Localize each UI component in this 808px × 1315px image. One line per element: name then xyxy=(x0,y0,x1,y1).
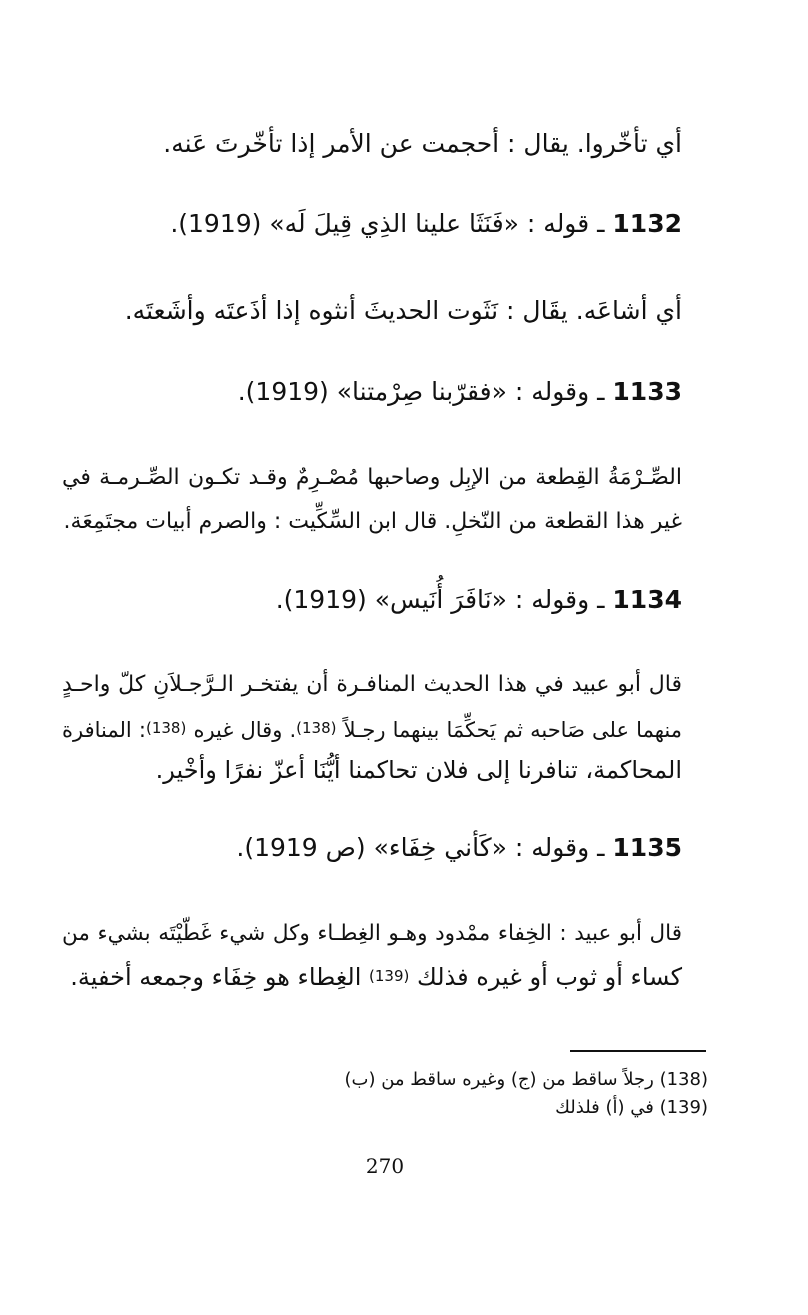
entry-number: 1133 xyxy=(612,377,682,406)
entry-text: ـ وقوله : «نَافَرَ أُنَيس» (1919). xyxy=(275,585,613,614)
paragraph-2-line-1: قال أبو عبيد في هذا الحديث المنافـرة أن يفتخـر الـرَّجـلاَنِ كلّ واحـدٍ xyxy=(62,672,682,697)
footnote-ref-139: (139) xyxy=(369,967,410,985)
paragraph-2-line-2 xyxy=(62,708,682,748)
paragraph-2-line-3: المحاكمة، تنافرنا إلى فلان تحاكمنا أيُّنَا أعزّ نفرًا وأخْير. xyxy=(155,756,682,784)
entry-number: 1134 xyxy=(612,585,682,614)
paragraph-text: . وقال غيره xyxy=(186,718,297,742)
footnote-ref-138: (138) xyxy=(296,719,337,737)
footnote-separator xyxy=(570,1050,706,1052)
page-number: 270 xyxy=(365,1154,405,1178)
entry-text: ـ وقوله : «كَأني خِفَاء» (ص 1919). xyxy=(236,833,613,862)
paragraph-text: منهما على صَاحبه ثم يَحكِّمَا بينهما رجـلاً xyxy=(336,718,682,742)
paragraph-3-line-1: قال أبو عبيد : الخِفاء ممْدود وهـو الغِطـاء وكل شيء غَطّيْتَه بشيء من xyxy=(62,921,682,946)
paragraph-1-line-2: غير هذا القطعة من النّخلِ. قال ابن السِّكِّيت : والصرم أبيات مجتَمِعَة. xyxy=(63,509,682,534)
entry-text: ـ وقوله : «فقرّبنا صِرْمتنا» (1919). xyxy=(237,377,613,406)
paragraph-text: الغِطاء هو خِفَاء وجمعه أخفية. xyxy=(70,963,370,991)
footnote-138: (138) رجلاً ساقط من (ج) وغيره ساقط من (ب) xyxy=(344,1069,708,1090)
entry-1135 xyxy=(236,828,682,868)
paragraph-1-line-1: الصِّـرْمَةُ القِطعة من الإبِل وصاحبها مُصْـرِمٌ وقـد تكـون الصِّـرمـة في xyxy=(62,465,682,490)
entry-1132 xyxy=(170,204,682,244)
paragraph-text: كساء أو ثوب أو غيره فذلك xyxy=(409,963,682,991)
paragraph-3-line-2 xyxy=(62,956,682,996)
footnote-139: (139) في (أ) فلذلك xyxy=(555,1097,708,1118)
entry-1133 xyxy=(238,372,682,412)
footnote-ref-138-second: (138) xyxy=(145,719,187,737)
entry-1134 xyxy=(276,580,682,620)
text-line-3: أي أشاعَه. يقَال : نَثَوت الحديثَ أنثوه إذا أذَعتَه وأشَعتَه. xyxy=(124,296,682,325)
paragraph-text: : المنافرة xyxy=(62,718,146,742)
entry-number: 1132 xyxy=(612,209,682,238)
entry-text: ـ قوله : «فَنَثَا علينا الذِي قِيلَ لَه» (1919). xyxy=(170,209,613,238)
entry-number: 1135 xyxy=(612,833,682,862)
text-line-1: أي تأخّروا. يقال : أحجمت عن الأمر إذا تأخّرتَ عَنه. xyxy=(163,129,682,158)
